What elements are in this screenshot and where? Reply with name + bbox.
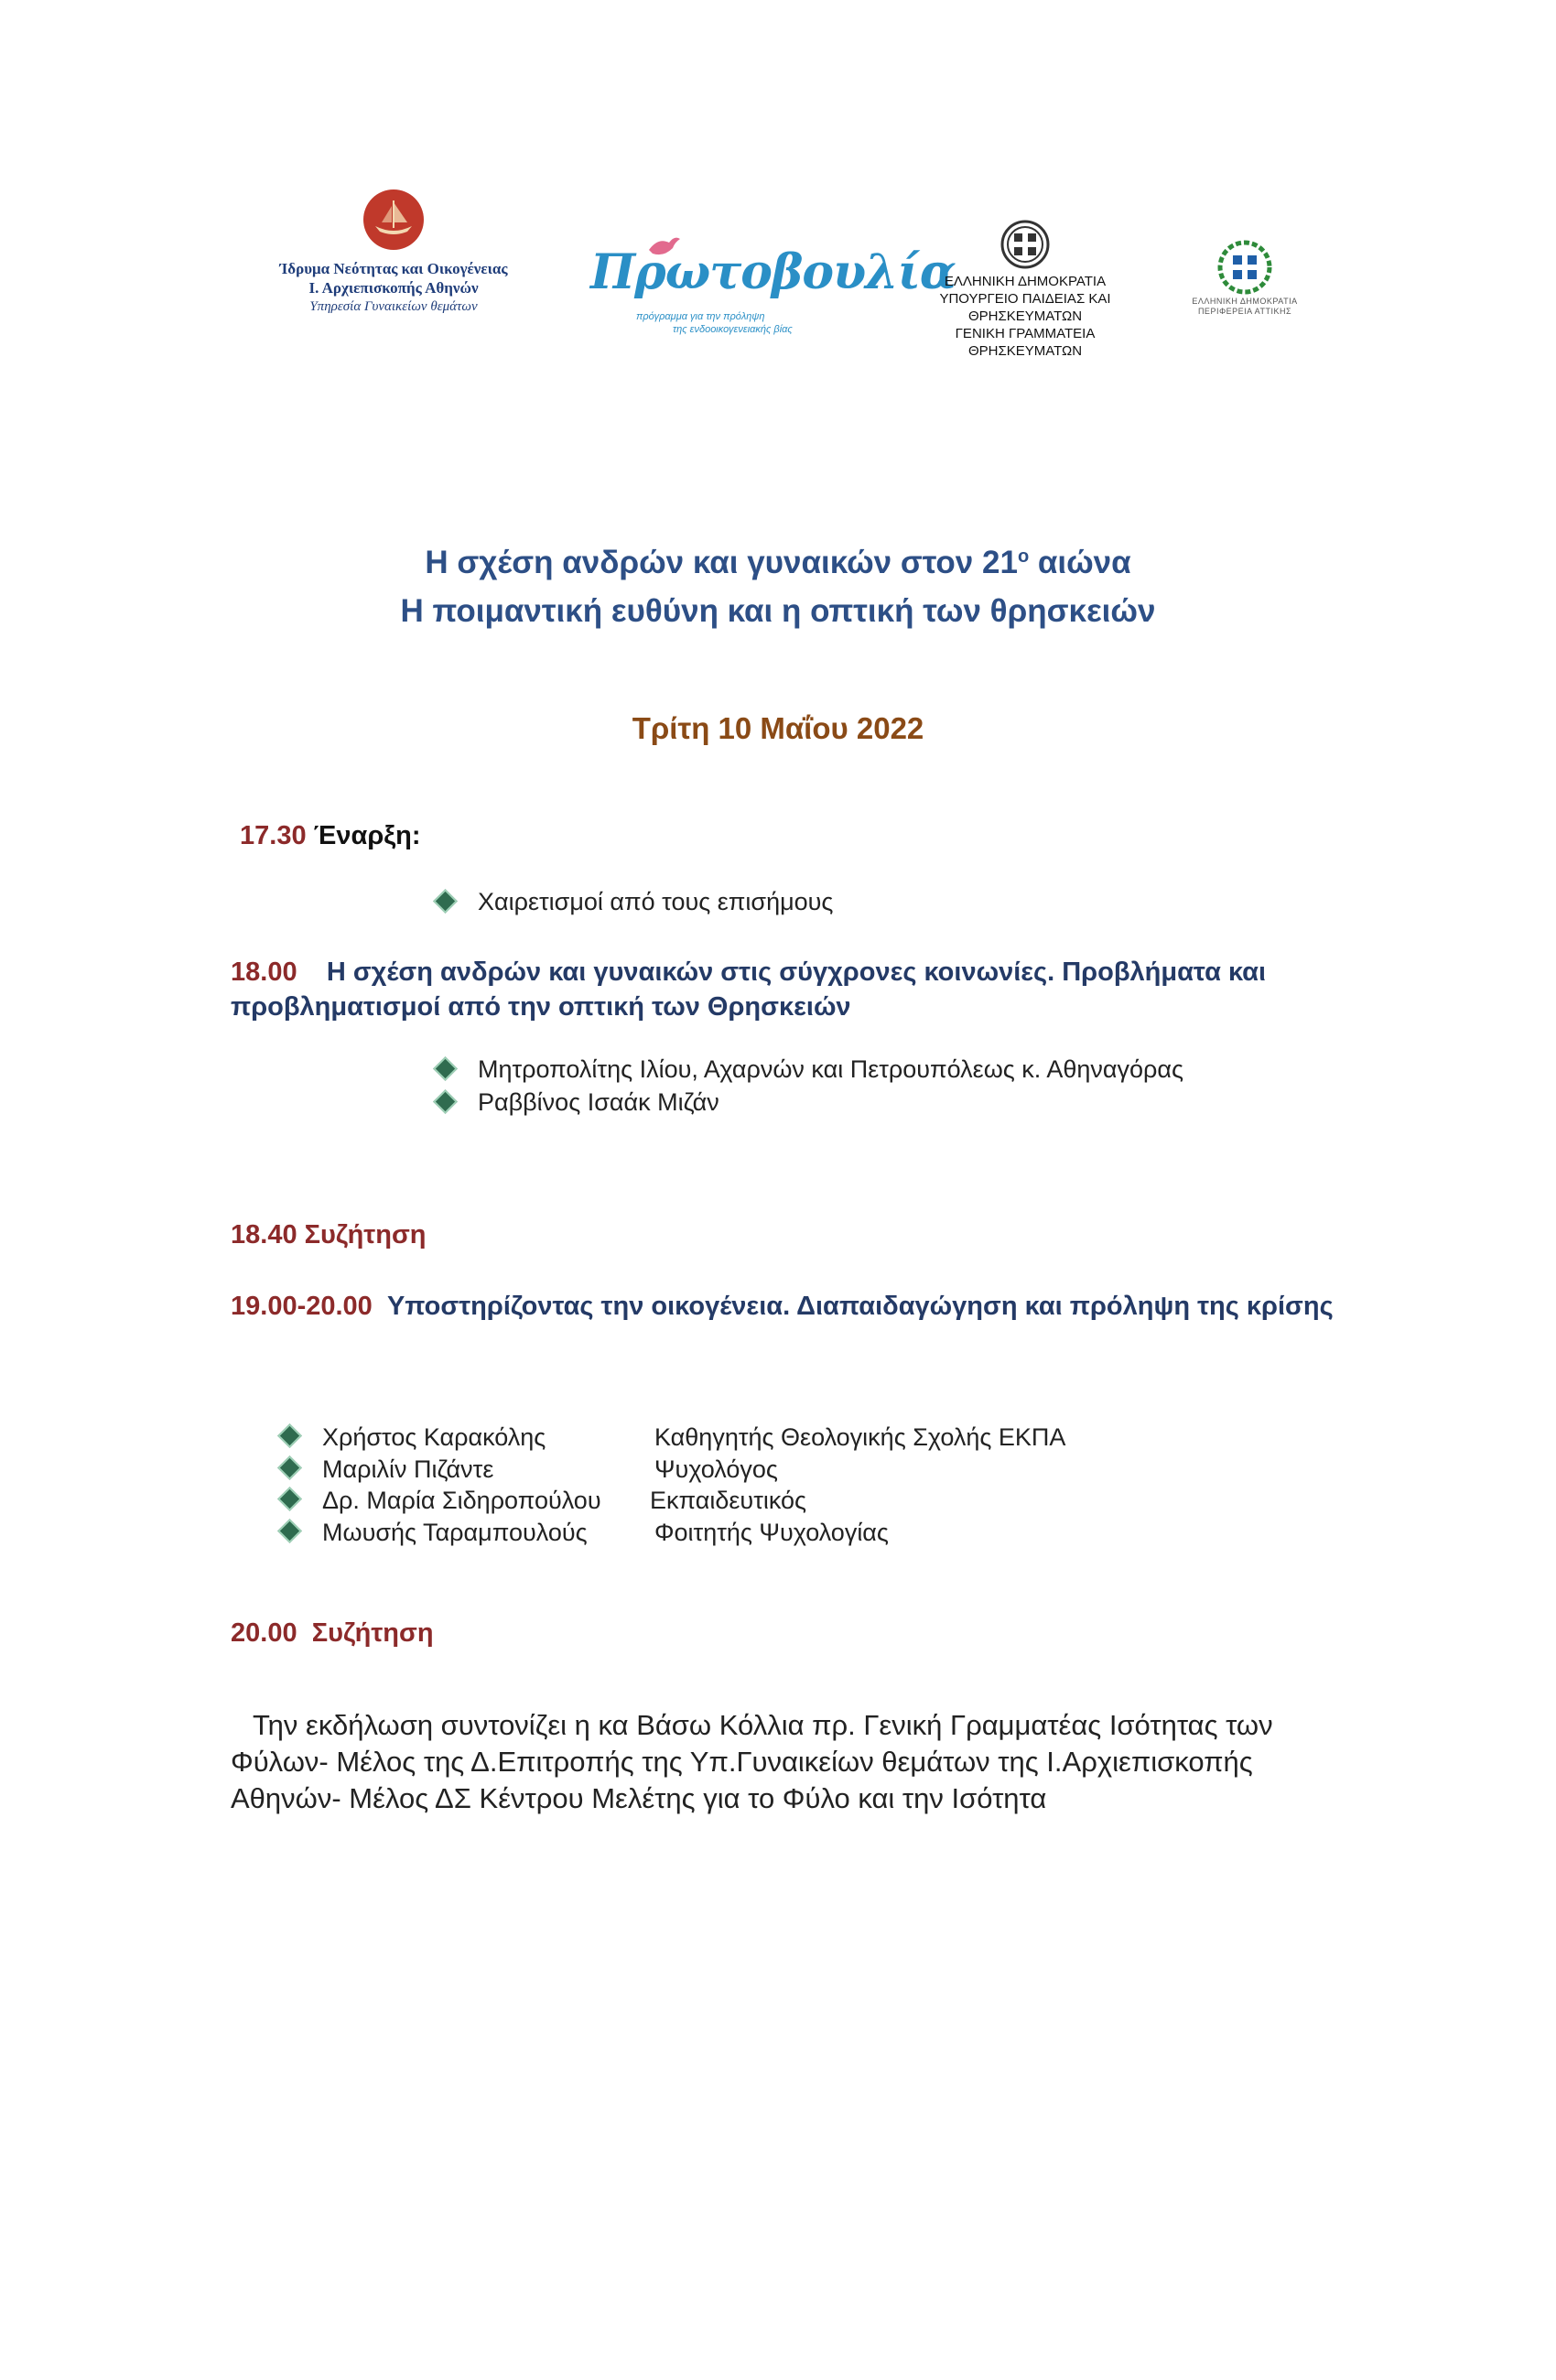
session1-heading — [231, 955, 1347, 1024]
discussion1-heading — [231, 1220, 427, 1250]
session2-time: 19.00-20.00 — [231, 1292, 373, 1321]
ministry-line-1: ΕΛΛΗΝΙΚΗ ΔΗΜΟΚΡΑΤΙΑ — [944, 274, 1107, 289]
speaker-name: Χρήστος Καρακόλης — [322, 1423, 546, 1451]
speaker-name: Δρ. Μαρία Σιδηροπούλου — [322, 1487, 601, 1514]
speaker-role: Καθηγητής Θεολογικής Σχολής ΕΚΠΑ — [654, 1423, 1066, 1451]
discussion1-time: 18.40 — [231, 1220, 297, 1250]
bullet-diamond-icon — [433, 1089, 458, 1114]
protovoulia-wordmark: Πρωτοβουλία — [590, 244, 956, 300]
speaker-name: Μαριλίν Πιζάντε — [322, 1455, 494, 1483]
opening-item: Χαιρετισμοί από τους επισήμους — [478, 888, 834, 915]
event-date: Τρίτη 10 Μαΐου 2022 — [632, 711, 924, 745]
bullet-diamond-icon — [277, 1519, 302, 1543]
discussion2-label: Συζήτηση — [311, 1618, 434, 1648]
title-line1-post: αιώνα — [1029, 545, 1131, 580]
speaker-name: Μωυσής Ταραμπουλούς — [322, 1519, 588, 1546]
bullet-diamond-icon — [277, 1423, 302, 1448]
region-line-1: ΕΛΛΗΝΙΚΗ ΔΗΜΟΚΡΑΤΙΑ — [1192, 297, 1298, 306]
speaker-role: Εκπαιδευτικός — [650, 1487, 807, 1514]
session1-time: 18.00 — [231, 957, 297, 987]
ministry-logo — [924, 220, 1126, 360]
foundation-name-line1: Ίδρυμα Νεότητας και Οικογένειας — [279, 260, 508, 277]
protovoulia-tagline-2: της ενδοοικογενειακής βίας — [673, 324, 793, 335]
bullet-diamond-icon — [277, 1487, 302, 1511]
ship-emblem-icon — [362, 188, 426, 252]
event-title-line1 — [0, 545, 1556, 581]
speaker-role: Φοιτητής Ψυχολογίας — [654, 1519, 889, 1546]
session2-title: Υποστηρίζοντας την οικογένεια. Διαπαιδαγώγηση και πρόληψη της κρίσης — [386, 1292, 1334, 1321]
discussion1-label: Συζήτηση — [297, 1220, 427, 1250]
session1-speaker: Ραββίνος Ισαάκ Μιζάν — [478, 1088, 719, 1116]
ministry-line-3: ΘΡΗΣΚΕΥΜΑΤΩΝ — [967, 308, 1083, 324]
foundation-name-line2: Ι. Αρχιεπισκοπής Αθηνών — [308, 279, 479, 297]
greek-coat-of-arms-wreath-icon — [1217, 240, 1272, 295]
speaker-role: Ψυχολόγος — [654, 1455, 778, 1483]
discussion2-heading — [231, 1618, 434, 1649]
region-line-2: ΠΕΡΙΦΕΡΕΙΑ ΑΤΤΙΚΗΣ — [1197, 307, 1292, 316]
foundation-name-line3: Υπηρεσία Γυναικείων θεμάτων — [309, 299, 478, 314]
event-title-line2: Η ποιμαντική ευθύνη και η οπτική των θρησκειών — [400, 593, 1156, 629]
bullet-diamond-icon — [433, 889, 458, 914]
protovoulia-tagline-1: πρόγραμμα για την πρόληψη — [636, 311, 765, 322]
ministry-line-5: ΘΡΗΣΚΕΥΜΑΤΩΝ — [967, 343, 1083, 359]
foundation-logo — [247, 188, 540, 317]
ministry-line-2: ΥΠΟΥΡΓΕΙΟ ΠΑΙΔΕΙΑΣ ΚΑΙ — [939, 291, 1111, 307]
opening-heading — [240, 821, 421, 851]
ministry-line-4: ΓΕΝΙΚΗ ΓΡΑΜΜΑΤΕΙΑ — [955, 326, 1096, 341]
attica-region-logo — [1185, 240, 1304, 317]
title-line1-sup: ο — [1017, 546, 1030, 567]
title-line1-pre: Η σχέση ανδρών και γυναικών στον 21 — [425, 545, 1018, 580]
discussion2-time: 20.00 — [231, 1618, 297, 1648]
greek-coat-of-arms-icon — [1000, 220, 1050, 269]
bullet-diamond-icon — [433, 1056, 458, 1081]
bullet-diamond-icon — [277, 1455, 302, 1480]
protovoulia-logo — [590, 233, 956, 343]
coordinator-paragraph: Την εκδήλωση συντονίζει η κα Βάσω Κόλλια πρ. Γενική Γραμματέας Ισότητας των Φύλων- Μέλος της Δ.Επιτροπής της Υπ.Γυναικείων θεμάτων της Ι.Αρχιεπισκοπής Αθηνών- Μέλος ΔΣ Κέντρου Μελέτης για το Φύλο και την Ισότητα — [231, 1709, 1273, 1814]
session1-title: Η σχέση ανδρών και γυναικών στις σύγχρονες κοινωνίες. Προβλήματα και προβληματισμοί από την οπτική των Θρησκειών — [231, 957, 1267, 1022]
opening-time: 17.30 — [240, 821, 307, 850]
session2-heading — [231, 1289, 1347, 1324]
opening-label: Έναρξη: — [306, 821, 421, 850]
session1-speaker: Μητροπολίτης Ιλίου, Αχαρνών και Πετρουπόλεως κ. Αθηναγόρας — [478, 1055, 1183, 1083]
